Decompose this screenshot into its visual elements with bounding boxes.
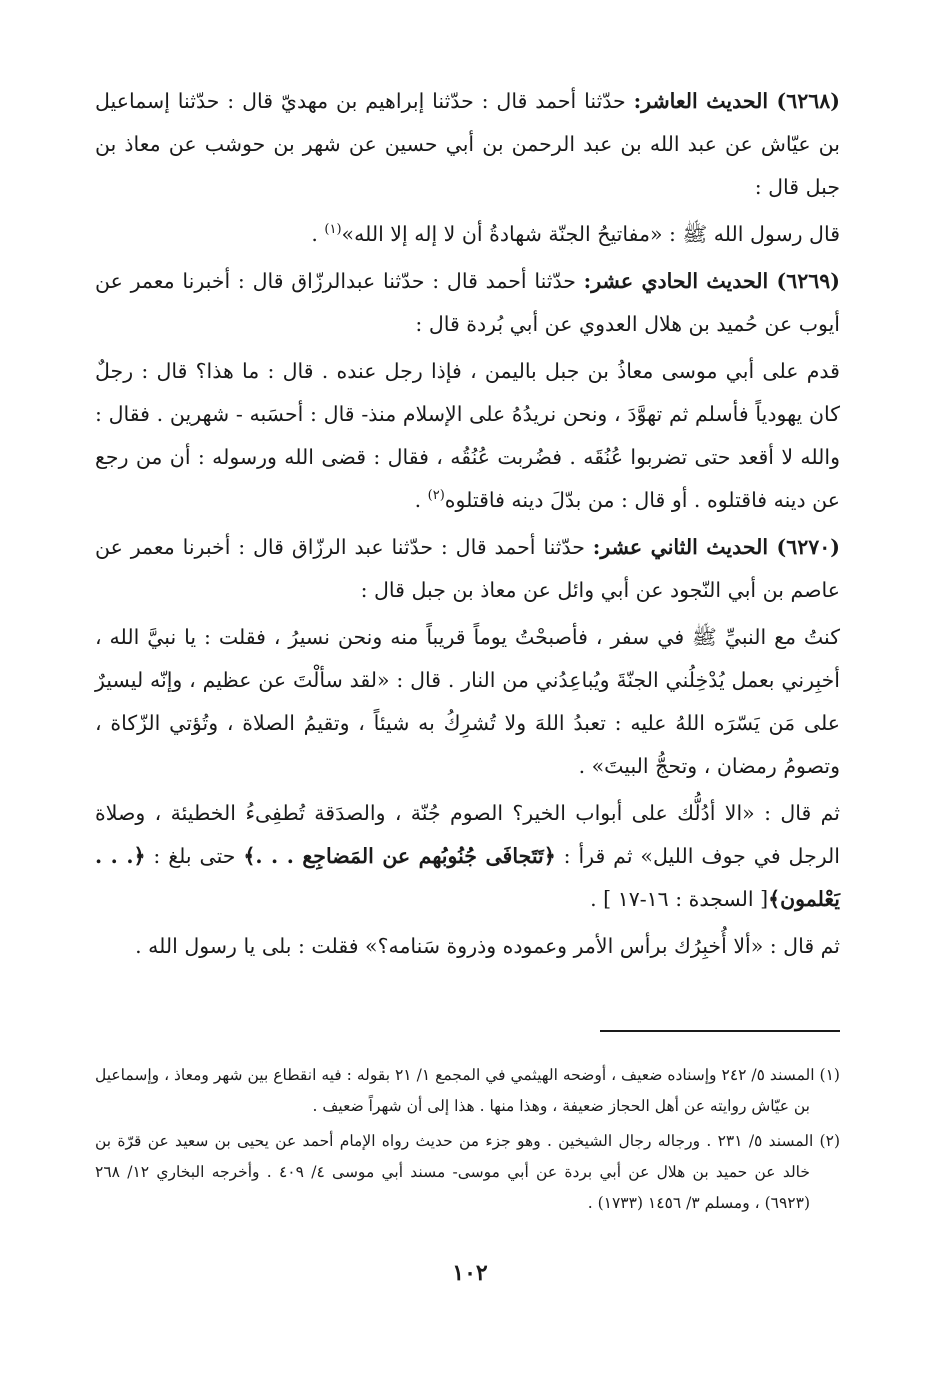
hadith-10-heading: (٦٢٦٨) الحديث العاشر: bbox=[633, 89, 840, 113]
hadith-11-isnad bbox=[95, 260, 840, 346]
page-number: ١٠٢ bbox=[452, 1260, 488, 1286]
main-text bbox=[95, 80, 840, 972]
quran-verse-1: ﴿تَتَجافَى جُنُوبُهم عن المَضاجِع . . .﴾ bbox=[243, 844, 556, 868]
footnotes bbox=[95, 1060, 840, 1223]
hadith-10-isnad-text: حدّثنا أحمد قال : حدّثنا إبراهيم بن مهديّ قال : حدّثنا إسماعيل بن عيّاش عن عبد الله بن عبد الرحمن بن أبي حسين عن شهر بن حوشب عن معاذ بن جبل قال : bbox=[95, 89, 840, 199]
footnote-1-text: المسند ٥/ ٢٤٢ وإسناده ضعيف ، أوضحه الهيثمي في المجمع ١/ ٢١ بقوله : فيه انقطاع بين شهر ومعاذ ، وإسماعيل بن عيّاش روايته عن أهل الحجاز ضعيفة ، وهذا منها . هذا إلى أن شهراً ضعيف . bbox=[95, 1066, 820, 1115]
hadith-12-heading: (٦٢٧٠) الحديث الثاني عشر: bbox=[592, 535, 840, 559]
footnote-1 bbox=[95, 1060, 840, 1122]
quran-verse-2: ﴿. . . يَعْلمون﴾ bbox=[95, 844, 840, 911]
hadith-12-matn-1: كنتُ مع النبيِّ ﷺ في سفر ، فأصبحْتُ يوماً قريباً منه ونحن نسيرُ ، فقلت : يا نبيَّ الله ، أخبِرني بعمل يُدْخِلُني الجنّةَ ويُباعِدُني من النار . قال : «لقد سألْتَ عن عظيم ، وإنّه ليسيرٌ على مَن يَسّرَه اللهُ عليه : تعبدُ اللهَ ولا تُشرِكُ به شيئاً ، وتقيمُ الصلاة ، وتُؤتي الزّكاة ، وتصومُ رمضان ، وتحجُّ البيتَ» . bbox=[95, 625, 840, 778]
hadith-11-matn bbox=[95, 350, 840, 522]
hadith-11-heading: (٦٢٦٩) الحديث الحادي عشر: bbox=[583, 269, 840, 293]
hadith-12-matn-2b: حتى بلغ : bbox=[145, 844, 244, 868]
footnote-2-number: (٢) bbox=[819, 1132, 840, 1150]
hadith-10-end: . bbox=[311, 222, 325, 246]
hadith-12-matn-2a: ثم قال : «الا أدُلُّك على أبواب الخير؟ الصوم جُنّة ، والصدَقة تُطفِىءُ الخطيئة ، وصلاة الرجل في جوف الليل» ثم قرأ : bbox=[95, 801, 840, 868]
footnote-divider bbox=[600, 1030, 840, 1032]
footnote-2 bbox=[95, 1126, 840, 1219]
footnote-ref-1: (١) bbox=[324, 222, 342, 238]
footnote-ref-2: (٢) bbox=[427, 488, 445, 504]
hadith-10-matn bbox=[95, 213, 840, 256]
quran-citation: [ السجدة : ١٦-١٧ ] . bbox=[590, 887, 769, 911]
hadith-12-matn-3: ثم قال : «ألا أُخبِرُك برأس الأمر وعموده وذروة سَنامه؟» فقلت : بلى يا رسول الله . bbox=[135, 934, 840, 958]
hadith-10-isnad bbox=[95, 80, 840, 209]
footnote-2-text: المسند ٥/ ٢٣١ . ورجاله رجال الشيخين . وهو جزء من حديث رواه الإمام أحمد عن يحيى بن سعيد عن قرّة بن خالد عن حميد بن هلال عن أبي بردة عن أبي موسى- مسند أبي موسى ٤/ ٤٠٩ . وأخرجه البخاري ١٢/ ٢٦٨ (٦٩٢٣) ، ومسلم ٣/ ١٤٥٦ (١٧٣٣) . bbox=[95, 1132, 820, 1212]
hadith-11-end: . bbox=[414, 488, 428, 512]
hadith-11-isnad-text: حدّثنا أحمد قال : حدّثنا عبدالرزّاق قال : أخبرنا معمر عن أيوب عن حُميد بن هلال العدوي عن أبي بُردة قال : bbox=[95, 269, 840, 336]
hadith-12-matn-2 bbox=[95, 792, 840, 921]
hadith-12-isnad bbox=[95, 526, 840, 612]
hadith-12-isnad-text: حدّثنا أحمد قال : حدّثنا عبد الرزّاق قال : أخبرنا معمر عن عاصم بن أبي النّجود عن أبي وائل عن معاذ بن جبل قال : bbox=[95, 535, 840, 602]
hadith-11-matn-text: قدم على أبي موسى معاذُ بن جبل باليمن ، فإذا رجل عنده . قال : ما هذا؟ قال : رجلٌ كان يهودياً فأسلم ثم تهوَّدَ ، ونحن نريدُهُ على الإسلام منذ- قال : أحسَبه - شهرين . فقال : والله لا أقعد حتى تضربوا عُنُقَه . فضُربت عُنُقُه ، فقال : قضى الله ورسوله : أن من رجع عن دينه فاقتلوه . أو قال : من بدّلَ دينه فاقتلوه bbox=[95, 359, 840, 512]
footnote-1-number: (١) bbox=[819, 1066, 840, 1084]
hadith-10-matn-text: قال رسول الله ﷺ : «مفاتيحُ الجنّة شهادةُ أن لا إله إلا الله» bbox=[341, 222, 840, 246]
